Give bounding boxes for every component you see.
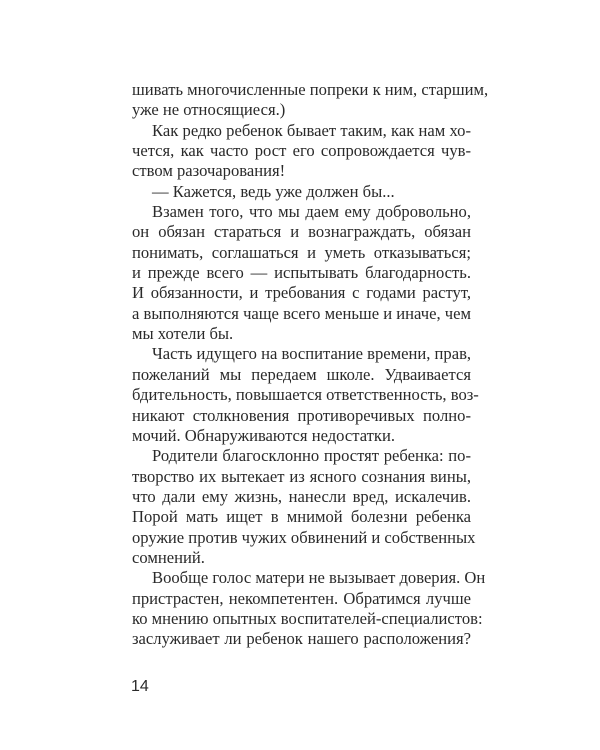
text-line: никают столкновения противоречивых полно- <box>132 405 471 425</box>
text-line: оружие против чужих обвинений и собственных <box>132 527 476 547</box>
text-line: чется, как часто рост его сопровождается чув- <box>132 141 471 161</box>
text-line: мочий. Обнаруживаются недостатки. <box>132 425 395 445</box>
text-line: Вообще голос матери не вызывает доверия. Он <box>152 568 486 588</box>
text-line: а выполняются чаще всего меньше и иначе, чем <box>132 303 471 323</box>
text-line: Родители благосклонно простят ребенка: по- <box>152 446 471 466</box>
page-body-text <box>132 80 489 650</box>
text-line: пожеланий мы передаем школе. Удваивается <box>132 364 471 384</box>
text-line: И обязанности, и требования с годами растут, <box>132 283 471 303</box>
text-line: и прежде всего — испытывать благодарность. <box>132 263 471 283</box>
text-line: уже не относящиеся.) <box>132 100 286 120</box>
text-line: ством разочарования! <box>132 161 286 181</box>
text-line: заслуживает ли ребенок нашего расположения? <box>132 629 471 649</box>
text-line: шивать многочисленные попреки к ним, старшим, <box>132 80 489 99</box>
text-line: понимать, соглашаться и уметь отказываться; <box>132 242 471 262</box>
page-number: 14 <box>131 678 149 695</box>
text-line: пристрастен, некомпетентен. Обратимся лучше <box>132 588 471 608</box>
text-line: ко мнению опытных воспитателей-специалистов: <box>132 608 483 628</box>
text-line: — Кажется, ведь уже должен бы... <box>152 181 395 201</box>
text-line: Как редко ребенок бывает таким, как нам хо- <box>152 120 471 140</box>
text-line: творство их вытекает из ясного сознания вины, <box>132 466 471 486</box>
text-line: бдительность, повышается ответственность, воз- <box>132 385 479 405</box>
text-line: сомнений. <box>132 547 205 567</box>
text-line: мы хотели бы. <box>132 324 234 344</box>
text-line: что дали ему жизнь, нанесли вред, искалечив. <box>132 486 471 506</box>
text-line: Взамен того, что мы даем ему добровольно, <box>152 202 471 222</box>
text-line: Порой мать ищет в мнимой болезни ребенка <box>132 507 471 527</box>
text-line: он обязан стараться и вознаграждать, обязан <box>132 222 471 242</box>
text-line: Часть идущего на воспитание времени, прав, <box>152 344 472 364</box>
